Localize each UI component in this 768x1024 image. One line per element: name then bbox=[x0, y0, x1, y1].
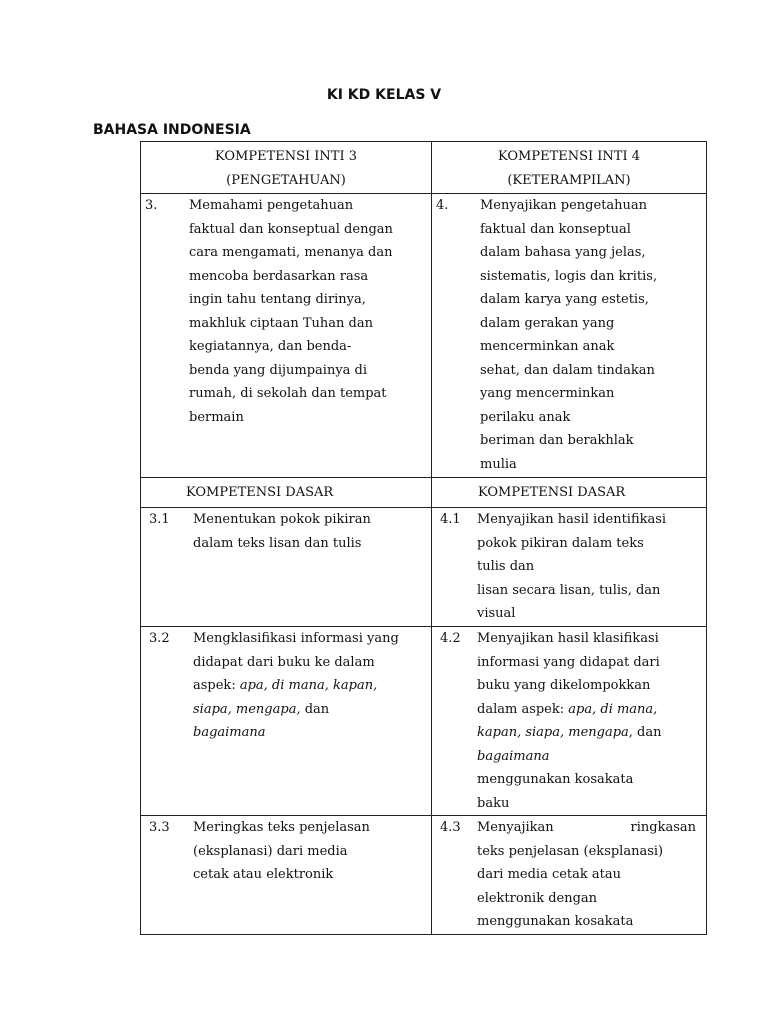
kd-line bbox=[193, 674, 429, 698]
kd-line: lisan secara lisan, tulis, dan bbox=[477, 582, 661, 598]
kd-line bbox=[477, 721, 704, 745]
kd-italic-run: siapa, mengapa, bbox=[193, 701, 301, 717]
kd-text bbox=[193, 816, 431, 887]
kd-number: 3.3 bbox=[149, 820, 170, 835]
kd-line: dalam teks lisan dan tulis bbox=[193, 535, 362, 551]
ki4-line: perilaku anak bbox=[480, 409, 571, 425]
ki3-line: Memahami pengetahuan bbox=[189, 198, 354, 213]
kd-italic-run: bagaimana bbox=[477, 748, 550, 764]
kd-line: Menyajikan hasil klasifikasi bbox=[477, 631, 659, 646]
kd-line: pokok pikiran dalam teks bbox=[477, 535, 644, 551]
kd-line: dari media cetak atau bbox=[477, 867, 622, 882]
competency-table bbox=[140, 141, 707, 935]
ki4-number: 4. bbox=[436, 198, 449, 213]
kd-text bbox=[477, 627, 706, 815]
ki4-line: sehat, dan dalam tindakan bbox=[480, 362, 655, 378]
kd-line bbox=[193, 721, 429, 745]
kd-italic-run: bagaimana bbox=[193, 725, 266, 740]
kd-line: Menyajikan hasil identifikasi bbox=[477, 512, 667, 527]
ki4-cell bbox=[432, 194, 707, 478]
kd-text-run: Menyajikan bbox=[477, 820, 554, 835]
kd-number: 3.2 bbox=[149, 631, 170, 646]
ki3-line: cara mengamati, menanya dan bbox=[189, 245, 393, 260]
kd-line bbox=[193, 698, 429, 722]
ki4-text bbox=[480, 194, 706, 476]
kd-right-cell bbox=[432, 627, 707, 816]
ki3-line: ingin tahu tentang dirinya, bbox=[189, 292, 366, 307]
kd-line bbox=[477, 745, 704, 769]
ki3-line: benda yang dijumpainya di bbox=[189, 362, 368, 378]
ki3-line: mencoba berdasarkan rasa bbox=[189, 268, 369, 284]
kd-line: (eksplanasi) dari media bbox=[193, 843, 348, 859]
kd-line: elektronik dengan bbox=[477, 890, 598, 906]
kd-number: 4.2 bbox=[440, 631, 461, 646]
ki3-line: bermain bbox=[189, 409, 244, 425]
kd-number: 4.1 bbox=[440, 512, 461, 527]
kd-line: buku yang dikelompokkan bbox=[477, 678, 651, 693]
ki3-line: rumah, di sekolah dan tempat bbox=[189, 386, 387, 401]
ki3-cell bbox=[141, 194, 432, 478]
ki4-header bbox=[432, 142, 707, 194]
kd-italic-run: apa, di mana, bbox=[568, 701, 658, 717]
kd-line bbox=[477, 816, 704, 840]
ki3-line: makhluk ciptaan Tuhan dan bbox=[189, 315, 373, 331]
kd-header-row bbox=[141, 478, 707, 508]
kd-line: Mengklasifikasi informasi yang bbox=[193, 631, 399, 646]
ki3-number: 3. bbox=[145, 198, 158, 213]
kd-line: menggunakan kosakata bbox=[477, 772, 634, 787]
kd-number: 4.3 bbox=[440, 820, 461, 835]
page-title: KI KD KELAS V bbox=[326, 87, 442, 103]
kd-row bbox=[141, 508, 707, 627]
kd-left-cell bbox=[141, 508, 432, 627]
kd-italic-run: apa, di mana, kapan, bbox=[239, 678, 378, 693]
kd-number: 3.1 bbox=[149, 512, 170, 527]
kd-text-run: dalam aspek: bbox=[477, 701, 569, 717]
ki4-line: sistematis, logis dan kritis, bbox=[480, 268, 658, 284]
ki4-header-title: KOMPETENSI INTI 4 bbox=[498, 149, 640, 164]
kd-line: cetak atau elektronik bbox=[193, 867, 334, 882]
ki4-line: dalam gerakan yang bbox=[480, 315, 615, 331]
ki-header-row bbox=[141, 142, 707, 194]
ki4-line: mencerminkan anak bbox=[480, 339, 615, 354]
kd-text bbox=[477, 816, 706, 934]
kd-row bbox=[141, 816, 707, 935]
ki4-header-subtitle: (KETERAMPILAN) bbox=[507, 172, 631, 188]
kd-italic-run: kapan, siapa, mengapa bbox=[477, 725, 629, 740]
kd-line bbox=[477, 698, 704, 722]
kd-line: informasi yang didapat dari bbox=[477, 654, 660, 670]
ki4-line: dalam karya yang estetis, bbox=[480, 292, 649, 307]
kd-row bbox=[141, 627, 707, 816]
kd-text bbox=[477, 508, 706, 626]
kd-line: menggunakan kosakata bbox=[477, 914, 634, 929]
ki4-line: mulia bbox=[480, 456, 517, 472]
kd-left-cell bbox=[141, 627, 432, 816]
ki3-header-title: KOMPETENSI INTI 3 bbox=[215, 149, 357, 164]
ki3-line: kegiatannya, dan benda- bbox=[189, 339, 352, 354]
kd-header-left: KOMPETENSI DASAR bbox=[141, 478, 432, 508]
kd-line: tulis dan bbox=[477, 559, 535, 574]
kd-line: Menentukan pokok pikiran bbox=[193, 512, 371, 527]
ki3-line: faktual dan konseptual dengan bbox=[189, 221, 393, 237]
ki3-text bbox=[189, 194, 431, 429]
ki3-header-subtitle: (PENGETAHUAN) bbox=[226, 172, 346, 188]
kd-right-cell bbox=[432, 816, 707, 935]
kd-text-run: ringkasan bbox=[630, 820, 696, 835]
kd-text-run: , dan bbox=[628, 725, 662, 740]
kd-left-cell bbox=[141, 816, 432, 935]
ki4-line: beriman dan berakhlak bbox=[480, 433, 634, 448]
ki4-line: Menyajikan pengetahuan bbox=[480, 198, 648, 213]
subject-heading: BAHASA INDONESIA bbox=[93, 122, 251, 138]
ki3-header bbox=[141, 142, 432, 194]
kd-text-run: dan bbox=[300, 701, 330, 717]
ki4-line: faktual dan konseptual bbox=[480, 221, 631, 237]
ki4-line: yang mencerminkan bbox=[480, 386, 615, 401]
kd-right-cell bbox=[432, 508, 707, 627]
kd-text bbox=[193, 508, 431, 555]
kd-line: didapat dari buku ke dalam bbox=[193, 654, 375, 670]
kd-header-right: KOMPETENSI DASAR bbox=[432, 478, 707, 508]
kd-line: Meringkas teks penjelasan bbox=[193, 820, 370, 835]
kd-text-run: aspek: bbox=[193, 678, 240, 693]
kd-text bbox=[193, 627, 431, 745]
kd-line: baku bbox=[477, 795, 510, 811]
ki4-line: dalam bahasa yang jelas, bbox=[480, 245, 646, 260]
ki-content-row bbox=[141, 194, 707, 478]
kd-line: teks penjelasan (eksplanasi) bbox=[477, 843, 664, 859]
kd-line: visual bbox=[477, 606, 516, 621]
